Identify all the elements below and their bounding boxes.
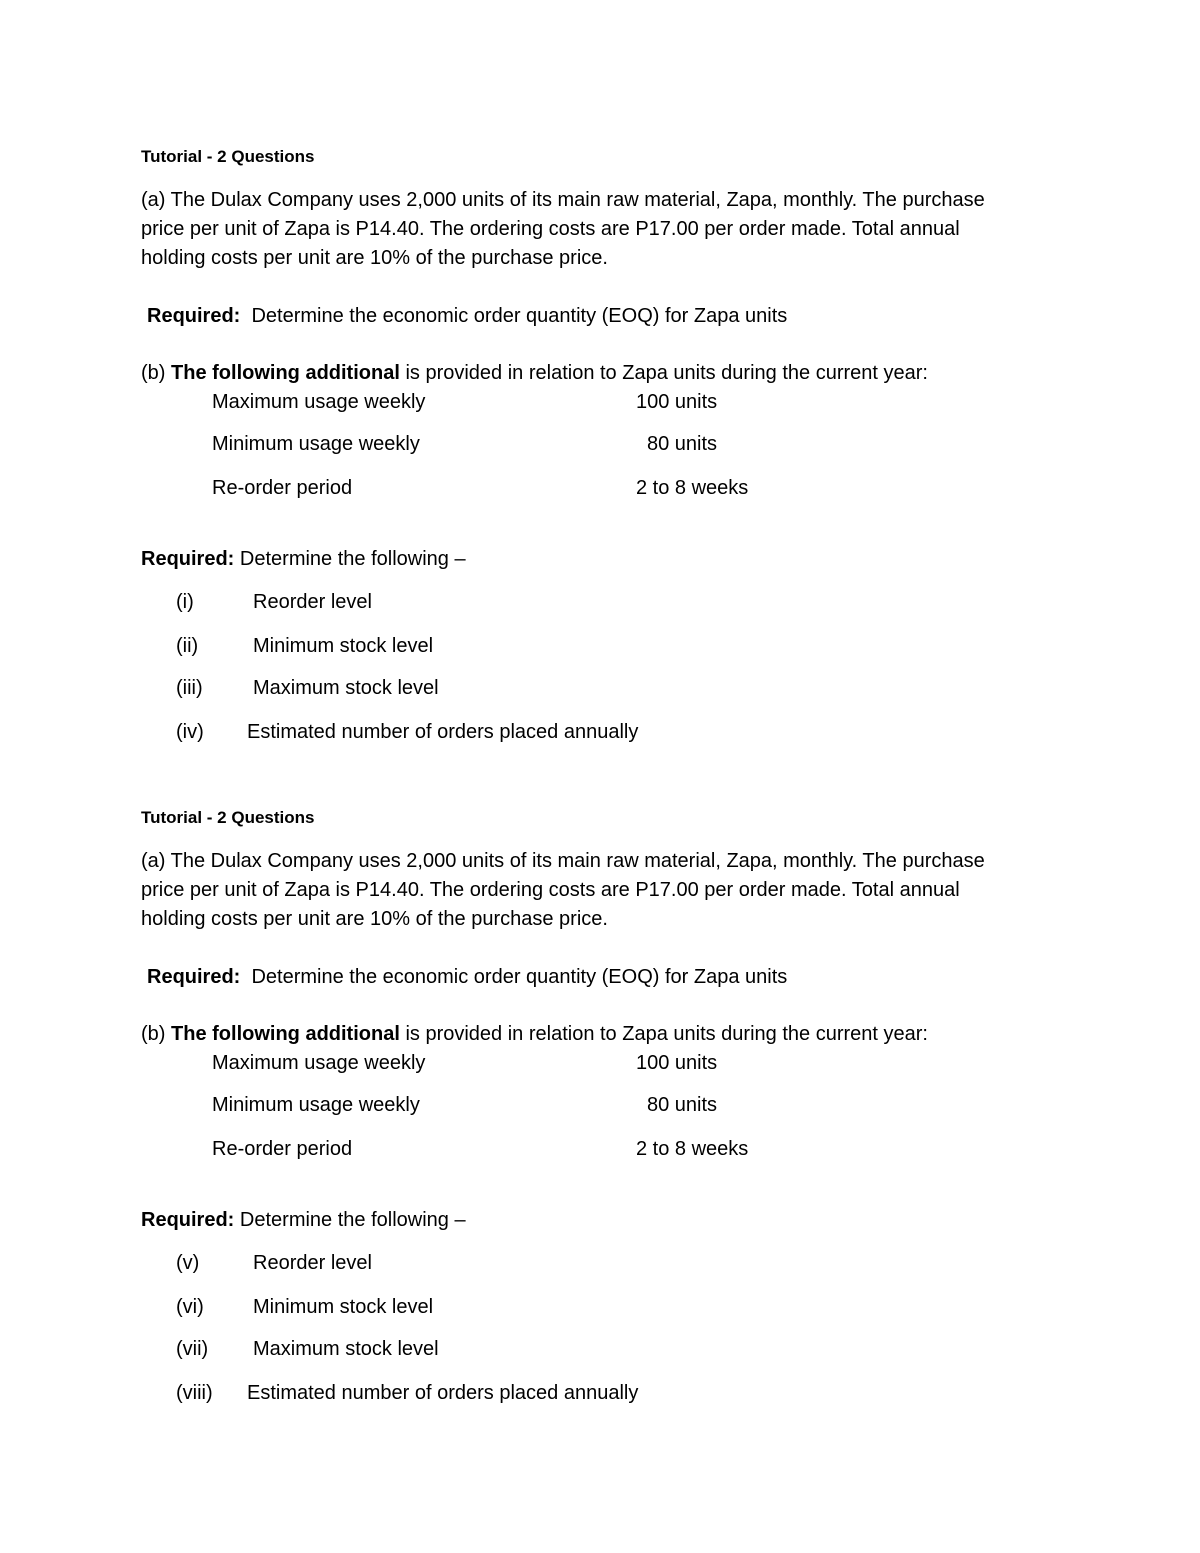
part-b-prefix: (b)	[141, 1023, 166, 1045]
required-label: Required:	[141, 548, 235, 570]
part-b-rest: is provided in relation to Zapa units during the current year:	[405, 1023, 928, 1045]
list-item-number: (iv)	[176, 721, 204, 743]
list-item-number: (ii)	[176, 635, 199, 657]
required-label: Required:	[147, 966, 241, 988]
list-item-number: (vii)	[176, 1338, 209, 1360]
data-row-value: 80 units	[647, 1094, 718, 1116]
data-row-label: Maximum usage weekly	[212, 1052, 426, 1074]
list-item-text: Estimated number of orders placed annually	[247, 1382, 639, 1404]
list-item-number: (viii)	[176, 1382, 213, 1404]
part-b-prefix: (b)	[141, 362, 166, 384]
data-row-value: 2 to 8 weeks	[636, 1138, 749, 1160]
required-label: Required:	[147, 305, 241, 327]
list-item-text: Estimated number of orders placed annually	[247, 721, 639, 743]
required-following	[141, 549, 466, 569]
part-a-line-2: price per unit of Zapa is P14.40. The ordering costs are P17.00 per order made. Total annual	[141, 218, 960, 240]
part-b-intro	[141, 363, 928, 383]
tutorial-section-1	[0, 146, 1200, 786]
part-a-line-1: (a) The Dulax Company uses 2,000 units of its main raw material, Zapa, monthly. The purchase	[141, 850, 985, 872]
required-text: Determine the economic order quantity (EOQ) for Zapa units	[251, 305, 788, 327]
required-eoq	[147, 967, 787, 987]
part-a-line-3: holding costs per unit are 10% of the purchase price.	[141, 247, 608, 269]
required-eoq	[147, 306, 787, 326]
section-title: Tutorial - 2 Questions	[141, 808, 315, 827]
list-item-text: Minimum stock level	[253, 635, 434, 657]
list-item-number: (i)	[176, 591, 194, 613]
list-item-text: Maximum stock level	[253, 1338, 439, 1360]
data-row-label: Re-order period	[212, 1138, 353, 1160]
data-row-label: Maximum usage weekly	[212, 391, 426, 413]
list-item-number: (iii)	[176, 677, 203, 699]
data-row-value: 100 units	[636, 391, 718, 413]
list-item-text: Maximum stock level	[253, 677, 439, 699]
list-item-number: (v)	[176, 1252, 200, 1274]
required-text: Determine the following –	[239, 548, 466, 570]
part-a-line-2: price per unit of Zapa is P14.40. The ordering costs are P17.00 per order made. Total annual	[141, 879, 960, 901]
tutorial-section-2	[0, 807, 1200, 1447]
required-following	[141, 1210, 466, 1230]
required-label: Required:	[141, 1209, 235, 1231]
part-b-rest: is provided in relation to Zapa units during the current year:	[405, 362, 928, 384]
data-row-value: 2 to 8 weeks	[636, 477, 749, 499]
part-b-bold: The following additional	[171, 1023, 400, 1045]
list-item-number: (vi)	[176, 1296, 204, 1318]
data-row-label: Minimum usage weekly	[212, 1094, 420, 1116]
list-item-text: Minimum stock level	[253, 1296, 434, 1318]
section-title: Tutorial - 2 Questions	[141, 147, 315, 166]
list-item-text: Reorder level	[253, 591, 372, 613]
data-row-value: 80 units	[647, 433, 718, 455]
data-row-label: Re-order period	[212, 477, 353, 499]
list-item-text: Reorder level	[253, 1252, 372, 1274]
part-a-line-1: (a) The Dulax Company uses 2,000 units of its main raw material, Zapa, monthly. The purchase	[141, 189, 985, 211]
data-row-label: Minimum usage weekly	[212, 433, 420, 455]
part-b-bold: The following additional	[171, 362, 400, 384]
data-row-value: 100 units	[636, 1052, 718, 1074]
required-text: Determine the economic order quantity (EOQ) for Zapa units	[251, 966, 788, 988]
part-b-intro	[141, 1024, 928, 1044]
part-a-line-3: holding costs per unit are 10% of the purchase price.	[141, 908, 608, 930]
required-text: Determine the following –	[239, 1209, 466, 1231]
